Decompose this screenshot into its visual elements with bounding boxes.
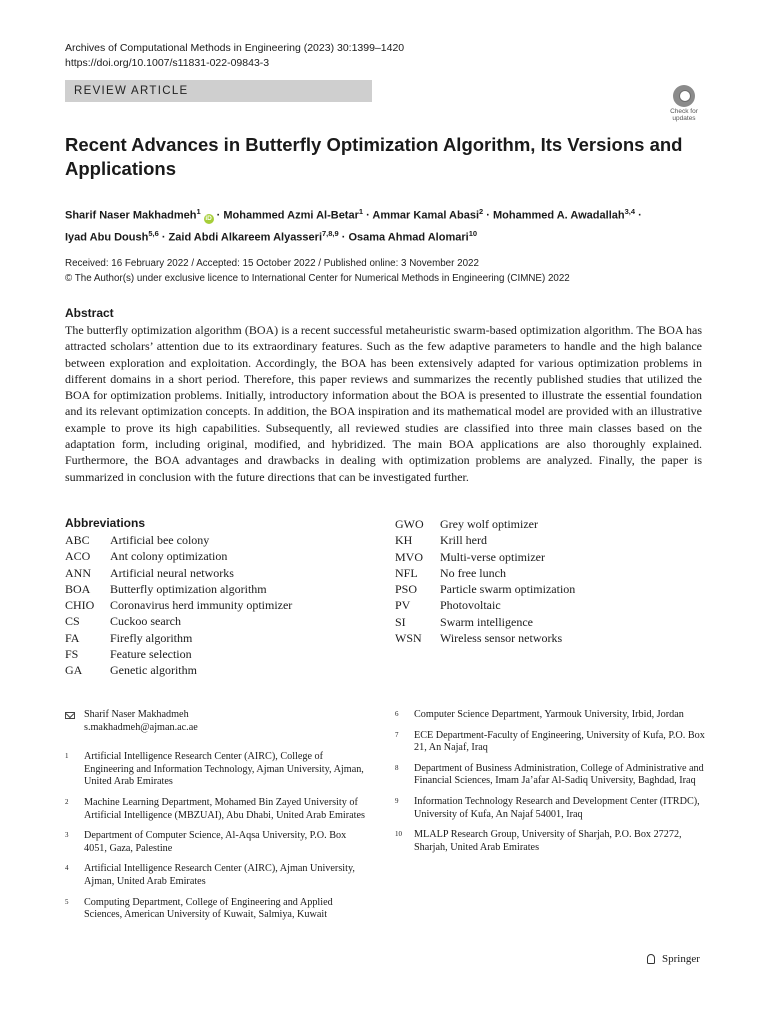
abbreviation-row	[65, 532, 292, 548]
abbreviation-row	[395, 565, 575, 581]
abbreviation-row	[65, 581, 292, 597]
affiliation-number: 3	[65, 831, 69, 840]
abbreviation-row	[395, 630, 575, 646]
affiliation-text: Computer Science Department, Yarmouk University, Irbid, Jordan	[414, 709, 684, 720]
affiliation-text: ECE Department-Faculty of Engineering, University of Kufa, P.O. Box 21, An Najaf, Iraq	[414, 729, 705, 754]
abbreviation-row	[65, 548, 292, 564]
affiliation-item	[395, 763, 705, 788]
abbreviation-meaning: Photovoltaic	[440, 598, 501, 613]
abbreviation-meaning: Ant colony optimization	[110, 549, 228, 564]
author-separator: ·	[483, 209, 493, 222]
abbreviation-key: FA	[65, 630, 80, 645]
abbreviation-row	[395, 516, 575, 532]
affiliation-item	[65, 830, 365, 855]
abbreviation-meaning: Artificial neural networks	[110, 565, 234, 580]
abbreviation-meaning: Firefly algorithm	[110, 630, 193, 645]
abbreviation-key: BOA	[65, 581, 91, 596]
orcid-icon[interactable]: iD	[205, 214, 212, 222]
check-updates-icon	[673, 85, 695, 107]
abbreviation-row	[65, 597, 292, 613]
affiliation-item	[395, 796, 705, 821]
paper-title: Recent Advances in Butterfly Optimization Algorithm, Its Versions and Applications	[65, 134, 683, 179]
abbreviation-key: FS	[65, 647, 79, 662]
publication-dates	[65, 256, 570, 286]
envelope-icon	[65, 712, 75, 719]
affiliation-text: Artificial Intelligence Research Center (AIRC), Ajman University, Ajman, United Arab Emirates	[84, 863, 355, 887]
affiliation-text: Information Technology Research and Development Center (ITRDC), University of Kufa, An Najaf 54001, Iraq	[414, 795, 700, 820]
abbreviation-meaning: Coronavirus herd immunity optimizer	[110, 598, 293, 613]
abstract-text: The butterfly optimization algorithm (BOA) is a recent successful metaheuristic swarm-based optimization algorithm. The BOA has attracted scholars’ attention due to its extraordinary features. Such as the few adaptive parameters to handle and the high balance between exploration and exploitation. Accordingly, the BOA has been extensively adapted for various optimization problems in different domains in a short period. Therefore, this paper reviews and summarizes the recently published studies that utilized the BOA for optimization problems. Initially, introductory information about the BOA is presented to illustrate the essential foundation and its relevant optimization concepts. In addition, the BOA inspiration and its mathematical model are provided with an illustrative example to prove its high capabilities. Subsequently, all reviewed studies are classified into three main classes based on the adaptation form, including original, modified, and hybridized. The main BOA applications are also thoroughly explained. Furthermore, the BOA advantages and drawbacks in dealing with optimization problems are analyzed. Finally, the paper is summarized in conclusion with the future directions that can be investigated further.	[65, 323, 702, 484]
abbreviation-meaning: Artificial bee colony	[110, 533, 210, 547]
abbreviation-row	[65, 630, 292, 646]
affiliation-number: 10	[395, 830, 402, 839]
abbreviation-meaning: Feature selection	[110, 647, 192, 662]
affiliation-number: 9	[395, 796, 399, 805]
abbreviations-left-column	[65, 532, 292, 679]
affiliation-item	[395, 709, 705, 722]
author-name[interactable]: Zaid Abdi Alkareem Alyasseri	[168, 231, 322, 244]
author-affiliation-ref: 1	[358, 207, 364, 216]
affiliation-item	[65, 797, 365, 822]
affiliation-number: 5	[65, 897, 69, 906]
abbreviation-key: KH	[395, 533, 413, 548]
affiliation-text: Machine Learning Department, Mohamed Bin Zayed University of Artificial Intelligence (MBZUAI), Abu Dhabi, United Arab Emirates	[84, 796, 365, 821]
abbreviation-key: ABC	[65, 533, 90, 547]
abbreviation-key: PSO	[395, 582, 418, 597]
abbreviation-row	[395, 532, 575, 548]
author-name[interactable]: Mohammed Azmi Al-Betar	[223, 209, 359, 222]
author-affiliation-ref: 5,6	[148, 228, 159, 238]
springer-horse-icon	[646, 953, 657, 965]
abbreviation-key: CS	[65, 614, 80, 629]
author-affiliation-ref: 2	[479, 207, 484, 216]
check-updates-label: Check for updates	[670, 108, 698, 122]
abbreviation-meaning: Multi-verse optimizer	[440, 549, 545, 564]
abbreviation-key: NFL	[395, 565, 418, 580]
publisher-footer	[646, 953, 700, 965]
affiliation-text: Artificial Intelligence Research Center (AIRC), College of Engineering and Information Technology, Ajman University, Ajman, United Arab Emirates	[84, 751, 364, 788]
journal-citation: Archives of Computational Methods in Engineering (2023) 30:1399–1420	[65, 42, 405, 54]
abbreviation-key: PV	[395, 598, 411, 613]
abbreviation-row	[395, 581, 575, 597]
affiliation-item	[65, 863, 365, 888]
author-separator: ·	[338, 231, 349, 244]
author-name[interactable]: Ammar Kamal Abasi	[372, 209, 480, 222]
doi-link[interactable]: https://doi.org/10.1007/s11831-022-09843-3	[65, 57, 270, 69]
abbreviation-meaning: Butterfly optimization algorithm	[110, 581, 267, 596]
author-affiliation-ref: 10	[468, 228, 478, 238]
publisher-name: Springer	[662, 953, 700, 965]
author-affiliation-ref: 1	[196, 207, 201, 216]
abbreviation-key: ANN	[65, 565, 91, 580]
abbreviation-key: WSN	[395, 631, 422, 646]
abbreviation-key: GA	[65, 663, 83, 678]
corresponding-author	[65, 709, 365, 734]
copyright-notice: © The Author(s) under exclusive licence to International Center for Numerical Methods in Engineering (CIMNE) 2022	[65, 273, 570, 284]
corresponding-author-name: Sharif Naser Makhadmeh	[84, 709, 189, 720]
author-list	[65, 203, 705, 246]
affiliation-number: 6	[395, 710, 399, 718]
abbreviation-row	[395, 614, 575, 630]
abbreviation-meaning: Krill herd	[440, 533, 487, 548]
affiliation-item	[395, 730, 705, 755]
abbreviation-key: CHIO	[65, 598, 95, 613]
abbreviation-meaning: Cuckoo search	[110, 614, 181, 629]
abbreviation-meaning: Grey wolf optimizer	[440, 517, 538, 531]
affiliation-number: 8	[395, 763, 399, 772]
corresponding-author-email[interactable]: s.makhadmeh@ajman.ac.ae	[84, 721, 198, 733]
affiliation-number: 4	[65, 864, 69, 873]
abbreviation-meaning: No free lunch	[440, 565, 506, 580]
affiliation-item	[65, 751, 365, 789]
abbreviation-key: MVO	[395, 549, 424, 564]
author-separator: ·	[158, 231, 169, 244]
abbreviation-row	[65, 646, 292, 662]
abbreviation-row	[65, 613, 292, 629]
affiliation-number: 2	[65, 797, 69, 806]
abbreviation-row	[65, 662, 292, 678]
author-separator: ·	[213, 209, 224, 222]
affiliation-text: Department of Computer Science, Al-Aqsa University, P.O. Box 4051, Gaza, Palestine	[84, 830, 347, 854]
affiliation-item	[65, 897, 365, 922]
author-separator: ·	[363, 209, 373, 222]
abbreviation-row	[65, 565, 292, 581]
affiliation-text: Department of Business Administration, College of Administrative and Financial Sciences, Imam Ja’afar Al-Sadiq University, Baghdad, Iraq	[414, 762, 704, 787]
check-for-updates-badge[interactable]	[664, 84, 704, 124]
abstract-heading: Abstract	[65, 306, 114, 320]
journal-header	[65, 41, 404, 71]
affiliation-number: 1	[65, 752, 69, 761]
abbreviation-meaning: Swarm intelligence	[440, 614, 533, 629]
abbreviation-key: ACO	[65, 549, 91, 564]
affiliations-left-column	[65, 709, 365, 930]
affiliation-number: 7	[395, 730, 399, 739]
abbreviation-meaning: Wireless sensor networks	[440, 631, 563, 646]
author-affiliation-ref: 7,8,9	[322, 228, 339, 238]
affiliation-text: Computing Department, College of Engineering and Applied Sciences, American University of Kuwait, Salmiya, Kuwait	[84, 896, 333, 921]
author-affiliation-ref: 3,4	[624, 207, 636, 216]
affiliation-text: MLALP Research Group, University of Sharjah, P.O. Box 27272, Sharjah, United Arab Emirates	[414, 829, 682, 853]
abbreviation-meaning: Particle swarm optimization	[440, 582, 576, 597]
author-name[interactable]: Sharif Naser Makhadmeh	[65, 209, 197, 222]
abbreviation-row	[395, 549, 575, 565]
author-name[interactable]: Iyad Abu Doush	[65, 231, 149, 244]
abbreviation-key: GWO	[395, 517, 424, 531]
abbreviation-meaning: Genetic algorithm	[110, 663, 197, 678]
article-type-bar: REVIEW ARTICLE	[65, 80, 372, 102]
affiliation-item	[395, 829, 705, 854]
author-name[interactable]: Osama Ahmad Alomari	[348, 231, 469, 244]
abbreviations-right-column	[395, 516, 575, 646]
affiliations-right-column	[395, 709, 705, 862]
author-name[interactable]: Mohammed A. Awadallah	[492, 209, 625, 222]
abbreviations-heading: Abbreviations	[65, 516, 146, 530]
author-separator: ·	[635, 209, 642, 222]
abbreviation-key: SI	[395, 614, 406, 629]
abbreviation-row	[395, 597, 575, 613]
history-dates: Received: 16 February 2022 / Accepted: 15 October 2022 / Published online: 3 November 2022	[65, 258, 479, 269]
